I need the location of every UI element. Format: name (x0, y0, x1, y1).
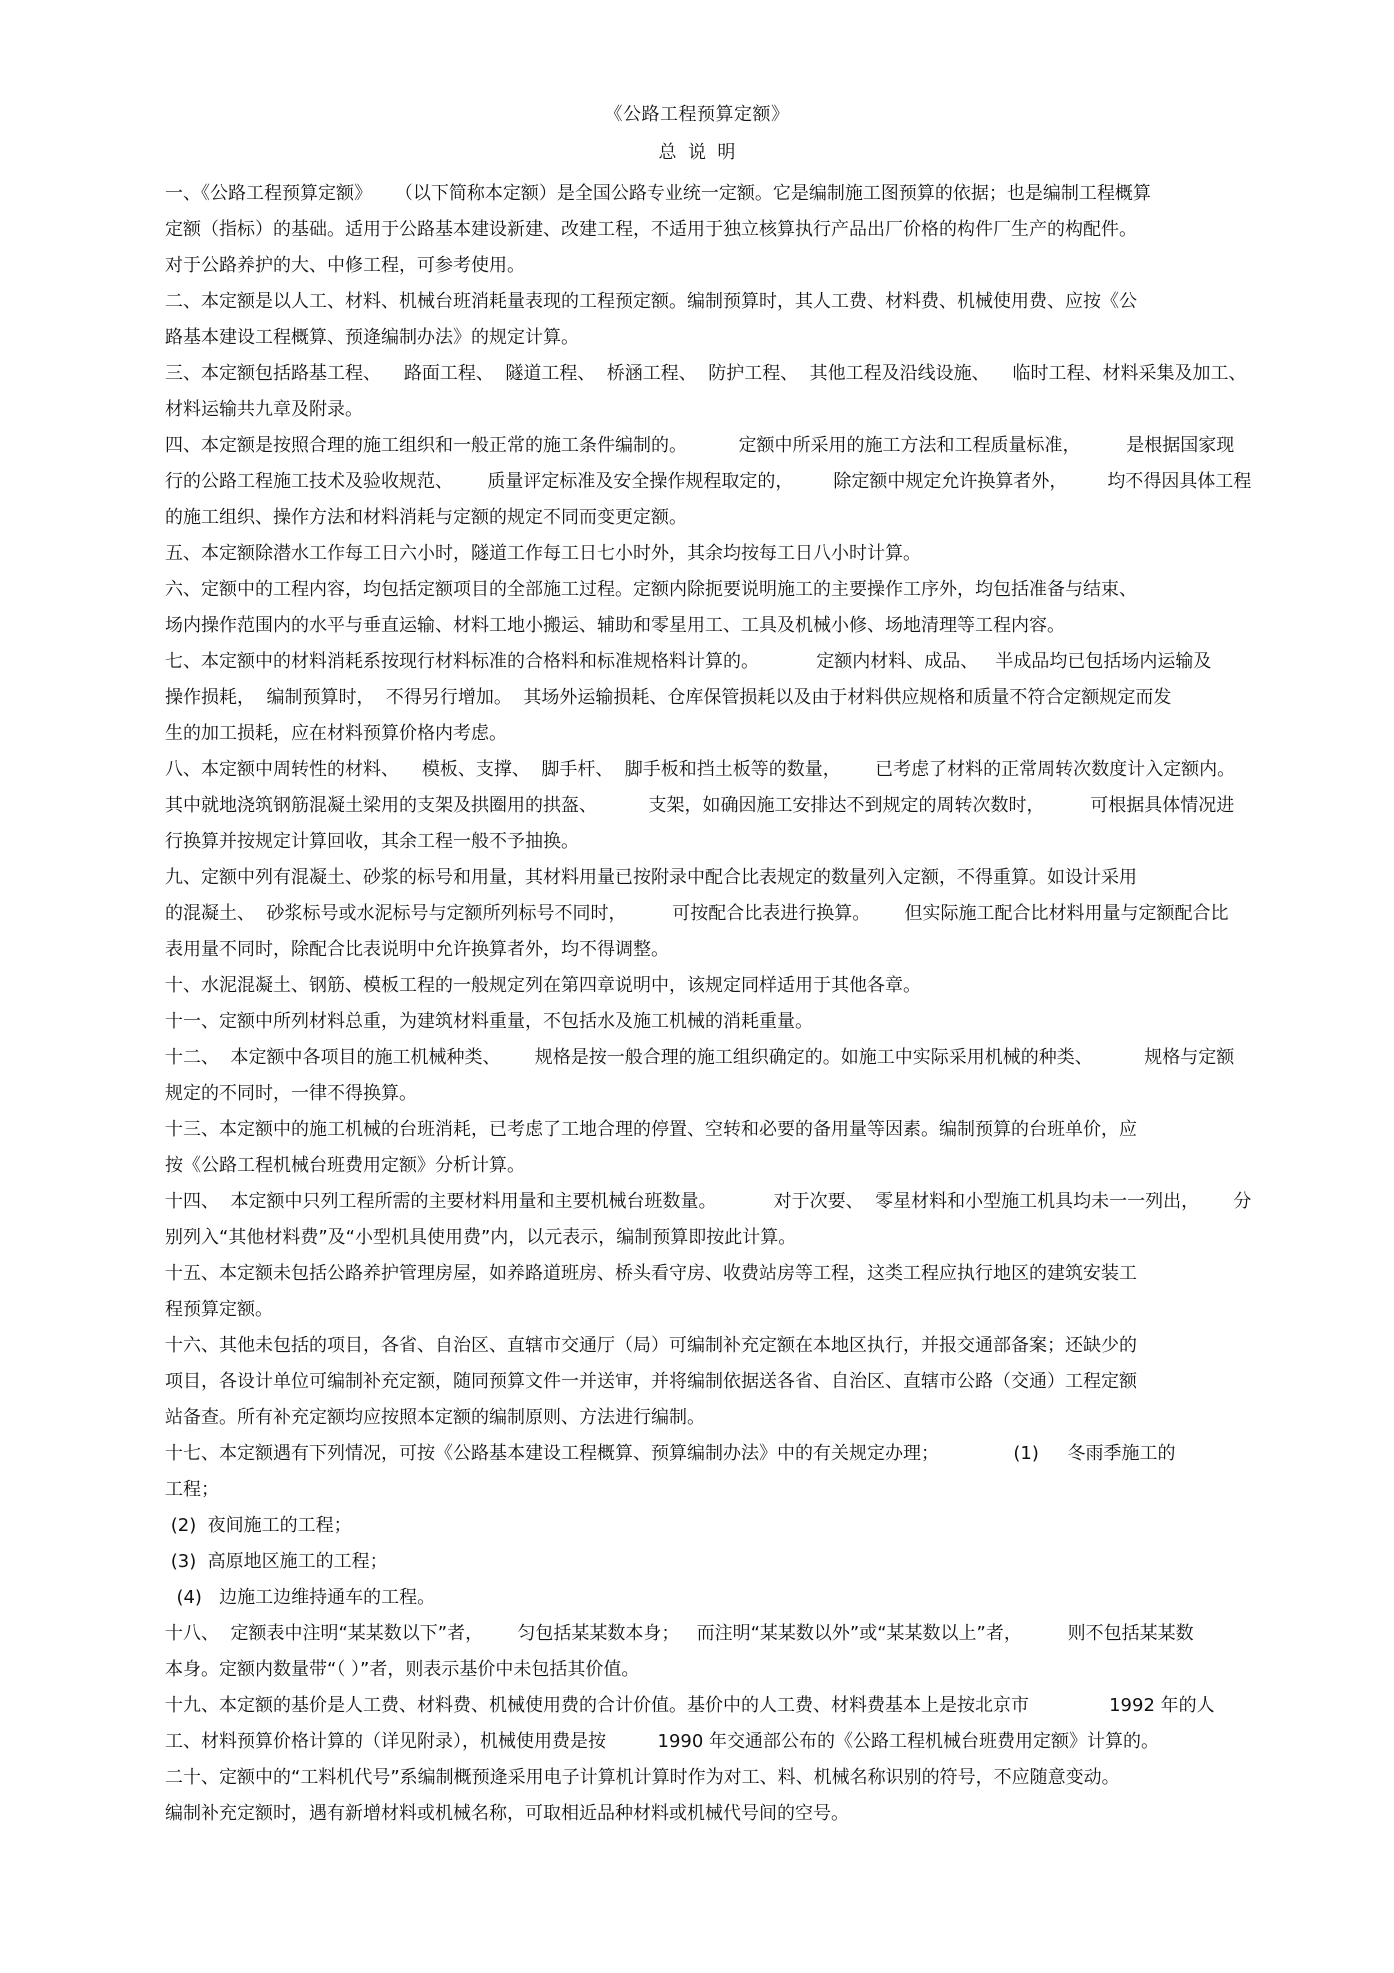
body-text-line: 八、本定额中周转性的材料、 模板、支撑、 脚手杆、 脚手板和挡土板等的数量， 已考虑了材料的正常周转次数度计入定额内。 (165, 759, 1236, 780)
body-text-line: 按《公路工程机械台班费用定额》分析计算。 (165, 1155, 525, 1176)
body-text-line: 生的加工损耗，应在材料预算价格内考虑。 (165, 723, 507, 744)
body-text-line: 十七、本定额遇有下列情况，可按《公路基本建设工程概算、预算编制办法》中的有关规定办理； (1) 冬雨季施工的 (165, 1443, 1176, 1464)
body-text-line: 十八、 定额表中注明“某某数以下”者， 匀包括某某数本身； 而注明“某某数以外”或“某某数以上”者， 则不包括某某数 (165, 1623, 1194, 1644)
body-text-line: 十、水泥混凝土、钢筋、模板工程的一般规定列在第四章说明中，该规定同样适用于其他各章。 (165, 975, 921, 996)
body-text-line: 规定的不同时，一律不得换算。 (165, 1083, 417, 1104)
body-text-line: (3) 高原地区施工的工程； (165, 1551, 388, 1572)
body-text-line: 十一、定额中所列材料总重，为建筑材料重量，不包括水及施工机械的消耗重量。 (165, 1011, 813, 1032)
body-text-line: 场内操作范围内的水平与垂直运输、材料工地小搬运、辅助和零星用工、工具及机械小修、场地清理等工程内容。 (165, 615, 1065, 636)
body-text-line: 工程； (165, 1479, 219, 1500)
body-text-line: 十六、其他未包括的项目，各省、自治区、直辖市交通厅（局）可编制补充定额在本地区执行，并报交通部备案；还缺少的 (165, 1335, 1137, 1356)
document-title: 《公路工程预算定额》 (604, 104, 790, 125)
body-text-line: 操作损耗， 编制预算时， 不得另行增加。 其场外运输损耗、仓库保管损耗以及由于材料供应规格和质量不符合定额规定而发 (165, 687, 1172, 708)
body-text-line: 程预算定额。 (165, 1299, 273, 1320)
body-text-line: 定额（指标）的基础。适用于公路基本建设新建、改建工程，不适用于独立核算执行产品出厂价格的构件厂生产的构配件。 (165, 219, 1137, 240)
document-subtitle: 总 说 明 (658, 142, 736, 163)
body-text-line: 十三、本定额中的施工机械的台班消耗，已考虑了工地合理的停置、空转和必要的备用量等因素。编制预算的台班单价，应 (165, 1119, 1137, 1140)
body-text-line: 别列入“其他材料费”及“小型机具使用费”内，以元表示，编制预算即按此计算。 (165, 1227, 797, 1248)
body-text-line: 项目，各设计单位可编制补充定额，随同预算文件一并送审，并将编制依据送各省、自治区、直辖市公路（交通）工程定额 (165, 1371, 1137, 1392)
body-text-line: 六、定额中的工程内容，均包括定额项目的全部施工过程。定额内除扼要说明施工的主要操作工序外，均包括准备与结束、 (165, 579, 1137, 600)
body-text-line: 对于公路养护的大、中修工程，可参考使用。 (165, 255, 525, 276)
body-text-line: 行换算并按规定计算回收，其余工程一般不予抽换。 (165, 831, 579, 852)
body-text-line: 十二、 本定额中各项目的施工机械种类、 规格是按一般合理的施工组织确定的。如施工中实际采用机械的种类、 规格与定额 (165, 1047, 1235, 1068)
body-text-line: 一、《公路工程预算定额》 （以下简称本定额）是全国公路专业统一定额。它是编制施工图预算的依据；也是编制工程概算 (165, 183, 1151, 204)
body-text-line: 路基本建设工程概算、预逄编制办法》的规定计算。 (165, 327, 579, 348)
body-text-line: 的施工组织、操作方法和材料消耗与定额的规定不同而变更定额。 (165, 507, 687, 528)
body-text-line: 十四、 本定额中只列工程所需的主要材料用量和主要机械台班数量。 对于次要、 零星材料和小型施工机具均未一一列出， 分 (165, 1191, 1252, 1212)
body-text-line: (2) 夜间施工的工程； (165, 1515, 352, 1536)
body-text-line: (4) 边施工边维持通车的工程。 (165, 1587, 436, 1608)
body-text-line: 的混凝土、 砂浆标号或水泥标号与定额所列标号不同时， 可按配合比表进行换算。 但实际施工配合比材料用量与定额配合比 (165, 903, 1229, 924)
body-text-line: 表用量不同时，除配合比表说明中允许换算者外，均不得调整。 (165, 939, 669, 960)
body-text-line: 本身。定额内数量带“（ ）”者，则表示基价中未包括其价值。 (165, 1659, 640, 1680)
body-text-line: 二、本定额是以人工、材料、机械台班消耗量表现的工程预定额。编制预算时，其人工费、材料费、机械使用费、应按《公 (165, 291, 1137, 312)
body-text-line: 四、本定额是按照合理的施工组织和一般正常的施工条件编制的。 定额中所采用的施工方法和工程质量标准， 是根据国家现 (165, 435, 1235, 456)
document-body (165, 176, 1295, 1832)
body-text-line: 工、材料预算价格计算的（详见附录），机械使用费是按 1990 年交通部公布的《公路工程机械台班费用定额》计算的。 (165, 1731, 1160, 1752)
body-text-line: 九、定额中列有混凝土、砂浆的标号和用量，其材料用量已按附录中配合比表规定的数量列入定额，不得重算。如设计采用 (165, 867, 1137, 888)
body-text-line: 七、本定额中的材料消耗系按现行材料标准的合格料和标准规格料计算的。 定额内材料、成品、 半成品均已包括场内运输及 (165, 651, 1212, 672)
body-text-line: 五、本定额除潜水工作每工日六小时，隧道工作每工日七小时外，其余均按每工日八小时计算。 (165, 543, 921, 564)
body-text-line: 三、本定额包括路基工程、 路面工程、 隧道工程、 桥涵工程、 防护工程、 其他工程及沿线设施、 临时工程、材料采集及加工、 (165, 363, 1247, 384)
body-text-line: 材料运输共九章及附录。 (165, 399, 363, 420)
body-text-line: 十九、本定额的基价是人工费、材料费、机械使用费的合计价值。基价中的人工费、材料费基本上是按北京市 1992 年的人 (165, 1695, 1215, 1716)
body-text-line: 编制补充定额时，遇有新增材料或机械名称，可取相近品种材料或机械代号间的空号。 (165, 1803, 849, 1824)
body-text-line: 行的公路工程施工技术及验收规范、 质量评定标准及安全操作规程取定的， 除定额中规定允许换算者外， 均不得因具体工程 (165, 471, 1252, 492)
body-text-line: 十五、本定额未包括公路养护管理房屋，如养路道班房、桥头看守房、收费站房等工程，这类工程应执行地区的建筑安装工 (165, 1263, 1137, 1284)
body-text-line: 其中就地浇筑钢筋混凝土梁用的支架及拱圈用的拱盔、 支架，如确因施工安排达不到规定的周转次数时， 可根据具体情况进 (165, 795, 1235, 816)
body-text-line: 二十、定额中的“工料机代号”系编制概预逄采用电子计算机计算时作为对工、料、机械名称识别的符号，不应随意变动。 (165, 1767, 1120, 1788)
body-text-line: 站备查。所有补充定额均应按照本定额的编制原则、方法进行编制。 (165, 1407, 705, 1428)
